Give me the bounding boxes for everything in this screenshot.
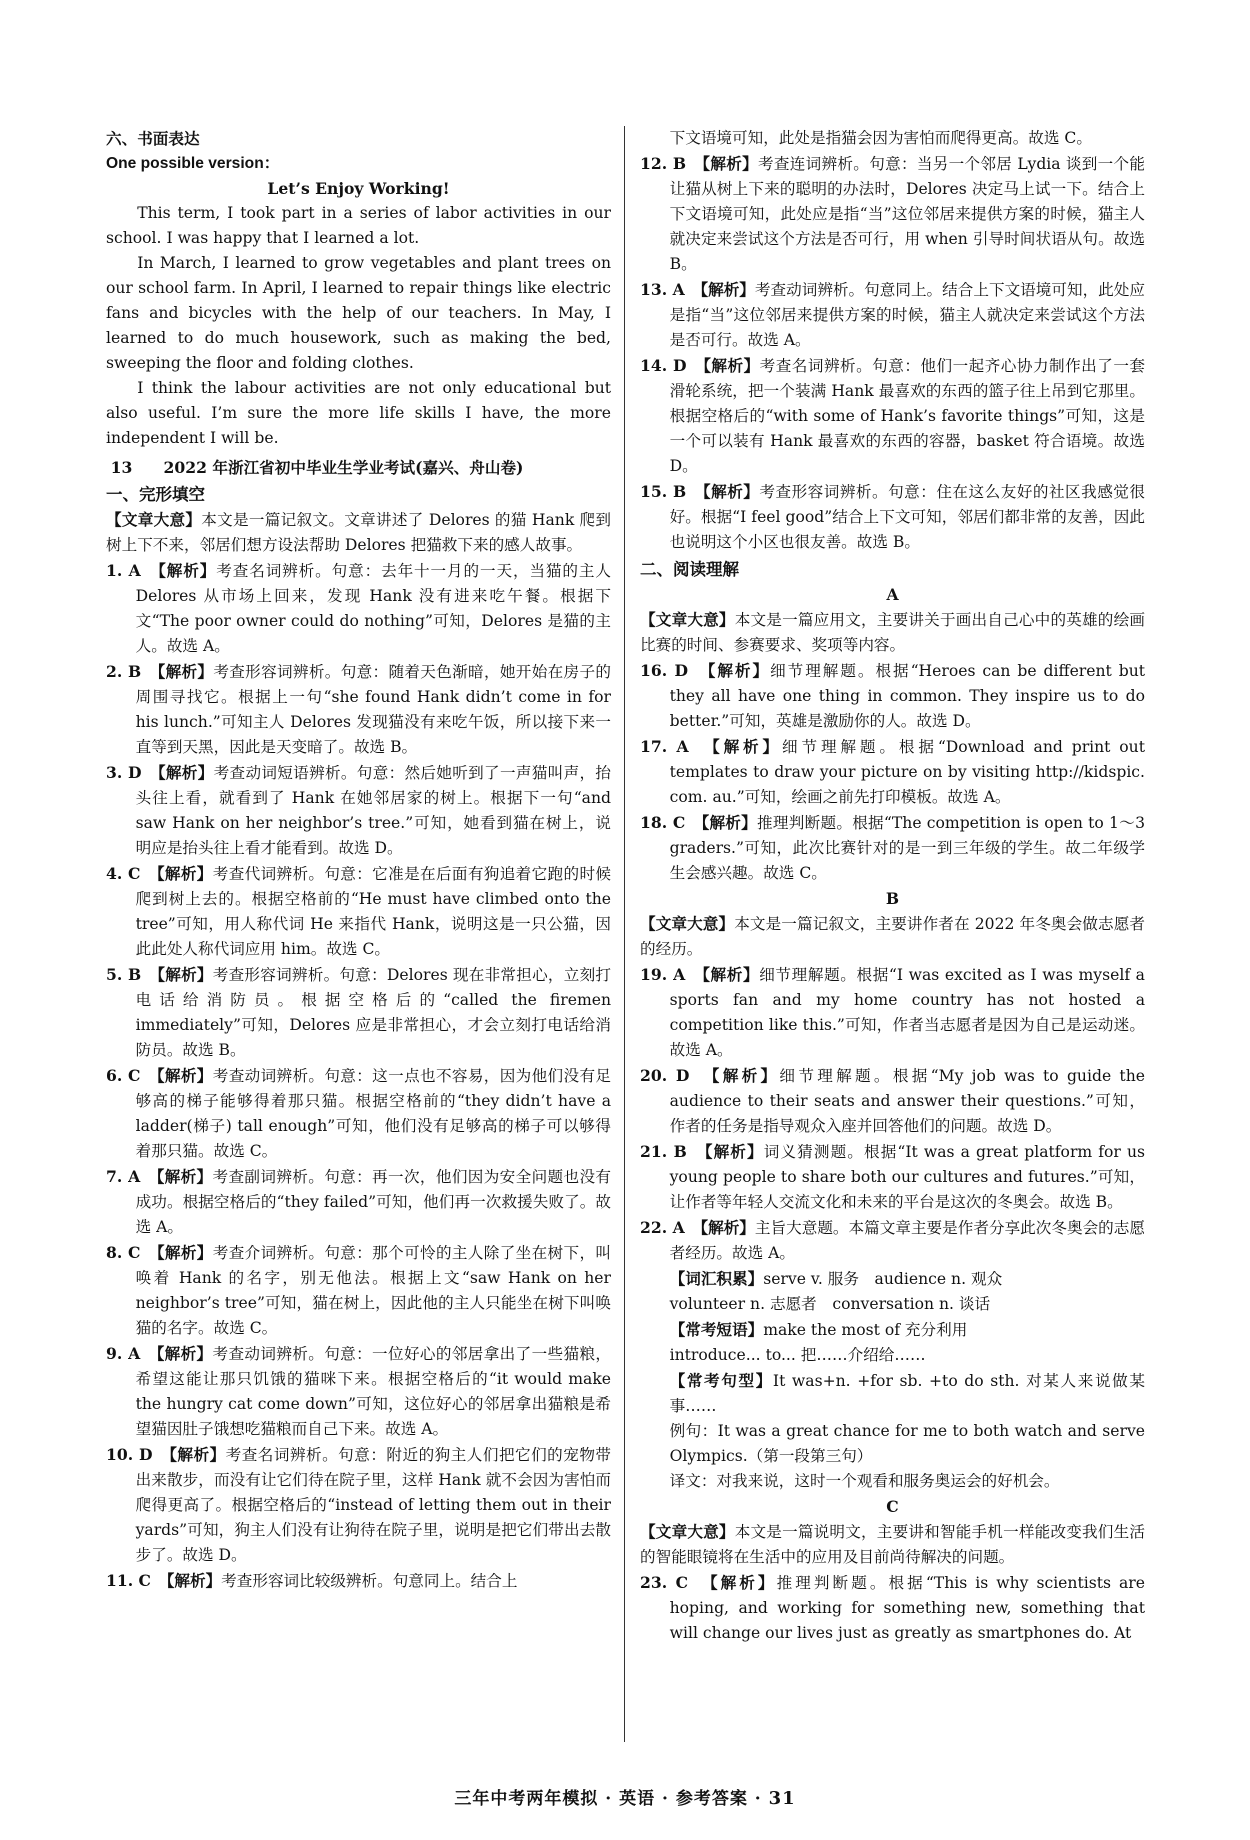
page-number: 31 bbox=[768, 1788, 796, 1809]
essay-para: I think the labour activities are not only educational but also useful. I’m sure the more life skills I have, the more independent I will be. bbox=[106, 379, 611, 447]
answer-item: 20. D 【解析】细节理解题。根据“My job was to guide the audience to their seats and answer their questions.”可知，作者的任务是指导观众入座并回答他们的问题。故选 D。 bbox=[640, 1066, 1145, 1135]
answer-item: 19. A 【解析】细节理解题。根据“I was excited as I was myself a sports fan and my home country has not hosted a competition like this.”可知，作者当志愿者是因为自己是运动迷。故选 A。 bbox=[640, 965, 1145, 1059]
answer-item: 13. A 【解析】考查动词辨析。句意同上。结合上下文语境可知，此处应是指“当”这位邻居来提供方案的时候，猫主人就决定来尝试这个方法是否可行。故选 A。 bbox=[640, 280, 1145, 349]
answer-item: 5. B 【解析】考查形容词辨析。句意：Delores 现在非常担心，立刻打电话给消防员。根据空格后的“called the firemen immediately”可知，Delores 应是非常担心，才会立刻打电话给消防员。故选 B。 bbox=[106, 965, 612, 1059]
answer-item: 8. C 【解析】考查介词辨析。句意：那个可怜的主人除了坐在树下，叫唤着 Hank 的名字，别无他法。根据上文“saw Hank on her neighbor’s tree”可知，猫在树上，因此他的主人只能坐在树下叫唤猫的名字。故选 C。 bbox=[106, 1243, 611, 1337]
article-summary: 【文章大意】本文是一篇记叙文，主要讲作者在 2022 年冬奥会做志愿者的经历。 bbox=[640, 914, 1145, 958]
phrase-line: introduce... to... 把……介绍给…… bbox=[669, 1346, 926, 1364]
answer-item: 10. D 【解析】考查名词辨析。句意：附近的狗主人们把它们的宠物带出来散步，而没有让它们待在院子里，这样 Hank 就不会因为害怕而爬得更高了。根据空格后的“instead of letting them out in their yards”可知，狗主人们没有让狗待在院子里，说明是把它们带出去散步了。故选 D。 bbox=[106, 1445, 611, 1564]
answer-item: 1. A 【解析】考查名词辨析。句意：去年十一月的一天，当猫的主人 Delores 从市场上回来，发现 Hank 没有进来吃午餐。根据下文“The poor owner could do nothing”可知，Delores 是猫的主人。故选 A。 bbox=[106, 561, 611, 655]
answer-item: 9. A 【解析】考查动词辨析。句意：一位好心的邻居拿出了一些猫粮，希望这能让那只饥饿的猫咪下来。根据空格后的“it would make the hungry cat come down”可知，这位好心的邻居拿出猫粮是希望猫因肚子饿想吃猫粮而自己下来。故选 A。 bbox=[106, 1344, 611, 1438]
article-summary: 【文章大意】本文是一篇说明文，主要讲和智能手机一样能改变我们生活的智能眼镜将在生活中的应用及目前尚待解决的问题。 bbox=[640, 1522, 1145, 1566]
right-column bbox=[640, 126, 1145, 1646]
part-1-title: 一、完形填空 bbox=[106, 485, 205, 504]
article-summary: 【文章大意】本文是一篇应用文，主要讲关于画出自己心中的英雄的绘画比赛的时间、参赛要求、奖项等内容。 bbox=[640, 610, 1145, 654]
translation-line: 译文：对我来说，这时一个观看和服务奥运会的好机会。 bbox=[669, 1472, 1060, 1490]
answer-list bbox=[106, 558, 611, 1594]
answer-item: 6. C 【解析】考查动词辨析。句意：这一点也不容易，因为他们没有足够高的梯子能够得着那只猫。根据空格前的“they didn’t have a ladder(梯子) tall enough”可知，他们没有足够高的梯子可以够得着那只猫。故选 C。 bbox=[106, 1066, 611, 1160]
section-c-label: C bbox=[886, 1497, 899, 1516]
answer-item: 15. B 【解析】考查形容词辨析。句意：住在这么友好的社区我感觉很好。根据“I feel good”结合上下文可知，邻居们都非常的友善，因此也说明这个小区也很友善。故选 B。 bbox=[640, 482, 1145, 551]
vocab-line: volunteer n. 志愿者 conversation n. 谈话 bbox=[669, 1295, 991, 1313]
section-a-label: A bbox=[886, 585, 899, 604]
answer-item: 18. C 【解析】推理判断题。根据“The competition is open to 1～3 graders.”可知，此次比赛针对的是一到三年级的学生。故二年级学生会感兴趣。故选 C。 bbox=[640, 813, 1145, 882]
section-b-label: B bbox=[885, 889, 900, 908]
essay-para: In March, I learned to grow vegetables and plant trees on our school farm. In April, I learned to repair things like electric fans and bicycles with the help of our teachers. In May, I learned to do much housework, such as making the bed, sweeping the floor and folding clothes. bbox=[106, 254, 611, 372]
answer-list bbox=[640, 962, 1145, 1266]
essay-title: Let’s Enjoy Working! bbox=[267, 179, 450, 198]
answer-item: 14. D 【解析】考查名词辨析。句意：他们一起齐心协力制作出了一套滑轮系统，把一个装满 Hank 最喜欢的东西的篮子往上吊到它那里。根据空格后的“with some of Hank’s favorite things”可知，这是一个可以装有 Hank 最喜欢的东西的容器，basket 符合语境。故选 D。 bbox=[640, 356, 1145, 475]
answer-item: 7. A 【解析】考查副词辨析。句意：再一次，他们因为安全问题也没有成功。根据空格后的“they failed”可知，他们再一次救援失败了。故选 A。 bbox=[106, 1167, 611, 1236]
answer-list bbox=[640, 126, 1145, 555]
summary-tag: 【文章大意】 bbox=[106, 510, 202, 529]
answer-item: 4. C 【解析】考查代词辨析。句意：它准是在后面有狗追着它跑的时候爬到树上去的。根据空格前的“He must have climbed onto the tree”可知，用人称代词 He 来指代 Hank，说明这是一只公猫，因此此处人称代词应用 him。故选 C。 bbox=[106, 864, 611, 958]
answer-item: 下文语境可知，此处是指猫会因为害怕而爬得更高。故选 C。 bbox=[669, 129, 1092, 147]
answer-item: 22. A 【解析】主旨大意题。本篇文章主要是作者分享此次冬奥会的志愿者经历。故选 A。 bbox=[640, 1218, 1145, 1262]
exam-title: 13 2022 年浙江省初中毕业生学业考试(嘉兴、舟山卷) bbox=[110, 458, 524, 477]
answer-item: 11. C 【解析】考查形容词比较级辨析。句意同上。结合上 bbox=[106, 1571, 518, 1590]
part-2-title: 二、阅读理解 bbox=[640, 560, 739, 579]
essay-para: This term, I took part in a series of labor activities in our school. I was happy that I learned a lot. bbox=[106, 204, 611, 247]
answer-item: 2. B 【解析】考查形容词辨析。句意：随着天色渐暗，她开始在房子的周围寻找它。根据上一句“she found Hank didn’t come in for his lunch.”可知主人 Delores 发现猫没有来吃午饭，所以接下来一直等到天黑，因此是天变暗了。故选 B。 bbox=[106, 662, 611, 756]
footer-label: 三年中考两年模拟 · 英语 · 参考答案 · bbox=[454, 1789, 762, 1809]
answer-item: 12. B 【解析】考查连词辨析。句意：当另一个邻居 Lydia 谈到一个能让猫从树上下来的聪明的办法时，Delores 决定马上试一下。结合上下文语境可知，此处应是指“当”这位邻居来提供方案的时候，猫主人就决定来尝试这个方法是否可行，用 when 引导时间状语从句。故选 B。 bbox=[640, 154, 1145, 273]
page-footer bbox=[0, 1786, 1250, 1812]
answer-item: 17. A 【解析】细节理解题。根据“Download and print out templates to draw your picture on by visiting http://kidspic. com. au.”可知，绘画之前先打印模板。故选 A。 bbox=[640, 737, 1145, 806]
section-6-title: 六、书面表达 bbox=[106, 129, 200, 148]
pattern-line: 【常考句型】It was+n. +for sb. +to do sth. 对某人来说做某事…… bbox=[669, 1371, 1145, 1415]
version-label: One possible version： bbox=[106, 155, 280, 172]
left-column bbox=[106, 126, 611, 1594]
article-summary: 【文章大意】本文是一篇记叙文。文章讲述了 Delores 的猫 Hank 爬到树上下不来，邻居们想方设法帮助 Delores 把猫救下来的感人故事。 bbox=[106, 510, 611, 554]
example-line: 例句：It was a great chance for me to both watch and serve Olympics.（第一段第三句） bbox=[669, 1422, 1145, 1465]
answer-list bbox=[640, 658, 1145, 886]
vocab-line: 【词汇积累】serve v. 服务 audience n. 观众 bbox=[669, 1269, 1003, 1288]
answer-item: 16. D 【解析】细节理解题。根据“Heroes can be different but they all have one thing in common. They inspire us to do better.”可知，英雄是激励你的人。故选 D。 bbox=[640, 661, 1146, 730]
phrase-line: 【常考短语】make the most of 充分利用 bbox=[669, 1320, 968, 1339]
answer-item: 3. D 【解析】考查动词短语辨析。句意：然后她听到了一声猫叫声，抬头往上看，就看到了 Hank 在她邻居家的树上。根据下一句“and saw Hank on her neighbor’s tree.”可知，她看到猫在树上，说明应是抬头往上看才能看到。故选 D。 bbox=[106, 763, 611, 857]
answer-item: 23. C 【解析】推理判断题。根据“This is why scientists are hoping, and working for something new, something that will change our lives just as greatly as smartphones do. At bbox=[640, 1573, 1145, 1642]
answer-item: 21. B 【解析】词义猜测题。根据“It was a great platform for us young people to share both our cultures and futures.”可知，让作者等年轻人交流文化和未来的平台是这次的冬奥会。故选 B。 bbox=[640, 1142, 1145, 1211]
column-divider bbox=[624, 126, 625, 1742]
